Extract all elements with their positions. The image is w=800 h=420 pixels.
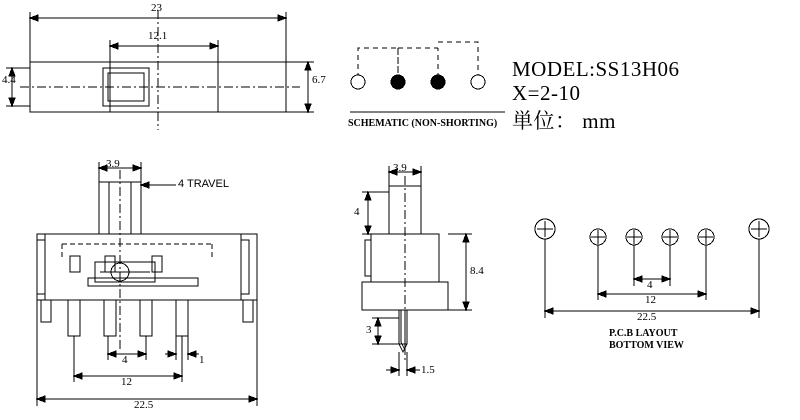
dim-label-12-pcb: 12 bbox=[645, 294, 656, 306]
dim-label-4-pcb: 4 bbox=[647, 279, 653, 291]
dim-label-23: 23 bbox=[151, 2, 162, 14]
dim-label-22-5-pcb: 22.5 bbox=[637, 311, 657, 323]
dim-label-3-9-side: 3.9 bbox=[393, 162, 407, 174]
travel-spec-label: X=2-10 bbox=[512, 81, 581, 105]
dim-label-6-7: 6.7 bbox=[312, 74, 326, 86]
schematic-geometry bbox=[350, 42, 505, 112]
dim-label-4-side: 4 bbox=[354, 206, 360, 218]
front-view-geometry bbox=[37, 162, 257, 406]
model-label: MODEL:SS13H06 bbox=[512, 57, 680, 81]
pcb-caption-line1: P.C.B LAYOUT bbox=[609, 328, 678, 339]
pcb-caption-line2: BOTTOM VIEW bbox=[609, 340, 684, 351]
dim-label-12-front: 12 bbox=[121, 376, 132, 388]
dim-label-3-9-front: 3.9 bbox=[106, 158, 120, 170]
travel-label: 4 TRAVEL bbox=[178, 178, 229, 190]
dim-label-12-1: 12.1 bbox=[148, 30, 168, 42]
dim-label-4-4: 4.4 bbox=[2, 74, 16, 86]
dim-label-4-front: 4 bbox=[122, 354, 128, 366]
schematic-caption: SCHEMATIC (NON-SHORTING) bbox=[348, 118, 498, 129]
top-view-geometry bbox=[6, 10, 314, 130]
dim-label-22-5-front: 22.5 bbox=[134, 399, 154, 411]
unit-label: 単位： mm bbox=[512, 109, 616, 133]
side-view-geometry bbox=[362, 166, 472, 376]
dim-label-8-4: 8.4 bbox=[470, 265, 484, 277]
dim-label-1-front: 1 bbox=[199, 354, 205, 366]
dim-label-3-side: 3 bbox=[366, 324, 372, 336]
dim-label-1-5: 1.5 bbox=[421, 364, 435, 376]
